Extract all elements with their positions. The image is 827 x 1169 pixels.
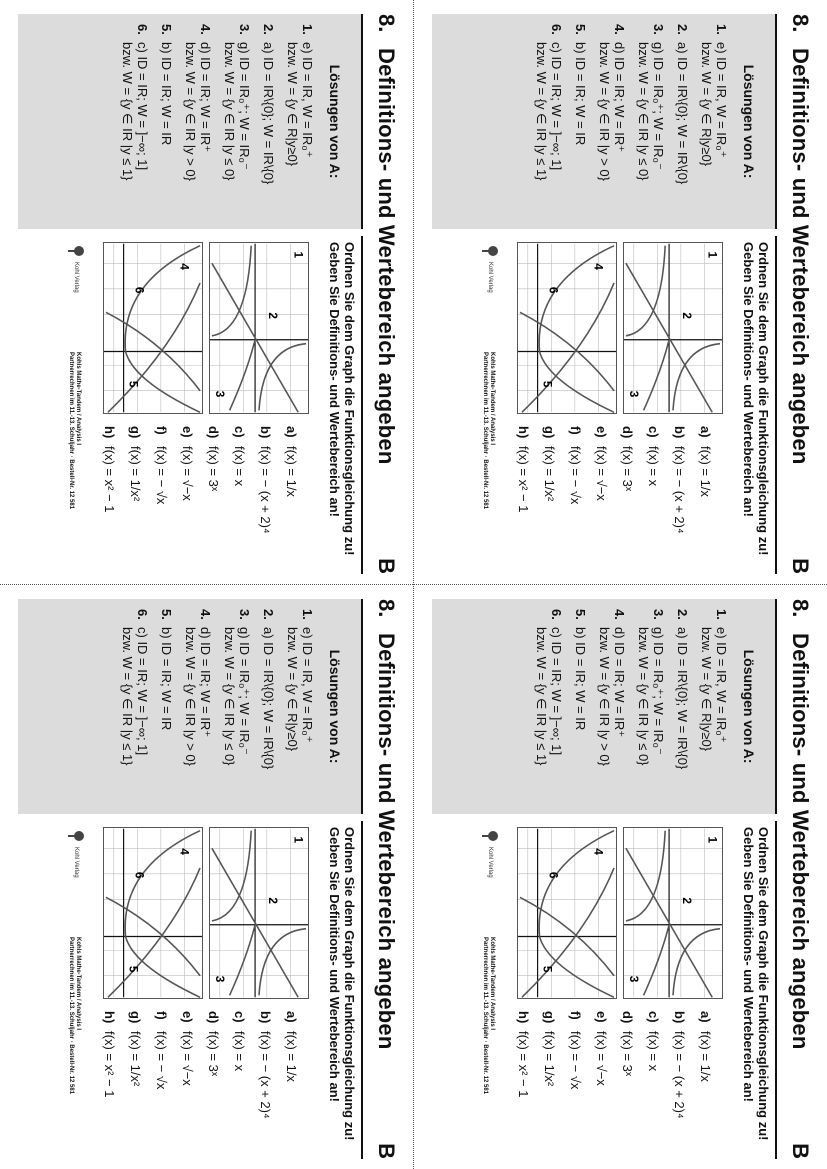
card-title: Definitions- und Wertebereich angeben [788, 48, 813, 465]
graph-label-5: 5 [540, 380, 554, 388]
publisher-info: Kohls Mathe-Tandem / Analysis I Partnerrechnen im 11.-13. Schuljahr · Bestell-Nr. 12 581 [68, 937, 81, 1095]
function-item: c) f(x) = x [646, 1011, 662, 1072]
function-list [511, 1011, 719, 1157]
function-item: h) f(x) = x² − 1 [102, 1011, 118, 1098]
worksheet-card [0, 585, 413, 1169]
publisher-info: Kohls Mathe-Tandem / Analysis I Partnerrechnen im 11.-13. Schuljahr · Bestell-Nr. 12 581 [482, 937, 495, 1095]
task-panel [16, 236, 363, 574]
task-instruction: Ordnen Sie dem Graph die Funktionsgleichung zu! Geben Sie Definitions- und Wertebereich an! [327, 827, 357, 1141]
worksheet-card [414, 0, 827, 584]
graph-bottom [517, 242, 617, 414]
solutions-title: Lösungen von A: [741, 64, 757, 179]
solution-item: 1. e) ID = IR, W = IR₀⁺ bzw. W = {y ∈ R|y≥0} [285, 609, 315, 752]
function-item: g) f(x) = 1/x² [128, 426, 144, 502]
function-item: c) f(x) = x [232, 426, 248, 487]
function-item: g) f(x) = 1/x² [542, 426, 558, 502]
solution-item: 3. g) ID = IR₀⁺; W = IR₀⁻ bzw. W = {y ∈ IR |y ≤ 0} [222, 24, 252, 181]
graph-top [209, 827, 309, 999]
solution-item: 2. a) ID = IR\{0}; W = IR\{0} [261, 24, 276, 185]
solutions-title: Lösungen von A: [741, 649, 757, 764]
graph-top-svg [624, 243, 722, 413]
graph-bottom-svg [104, 828, 202, 998]
solutions-title: Lösungen von A: [327, 64, 343, 179]
solution-item: 5. b) ID = IR; W = IR [573, 609, 588, 731]
function-item: a) f(x) = 1/x [698, 426, 714, 497]
function-item: b) f(x) = − (x + 2)⁴ [258, 426, 274, 534]
logo-text: Kohl Verlag [487, 847, 493, 878]
solution-item: 1. e) ID = IR, W = IR₀⁺ bzw. W = {y ∈ R|y≥0} [285, 24, 315, 167]
card-title: Definitions- und Wertebereich angeben [788, 633, 813, 1050]
solution-item: 5. b) ID = IR; W = IR [159, 24, 174, 146]
function-item: d) f(x) = 3ˣ [206, 426, 222, 492]
graph-label-5: 5 [126, 380, 140, 388]
solutions-list [120, 14, 315, 229]
card-slot-top-right [414, 0, 827, 584]
card-title: Definitions- und Wertebereich angeben [374, 48, 399, 465]
function-item: a) f(x) = 1/x [284, 426, 300, 497]
function-item: e) f(x) = √−x [594, 426, 610, 501]
function-item: h) f(x) = x² − 1 [516, 1011, 532, 1098]
solution-item: 1. e) ID = IR, W = IR₀⁺ bzw. W = {y ∈ R|y≥0} [699, 609, 729, 752]
function-item: e) f(x) = √−x [594, 1011, 610, 1086]
solution-item: 3. g) ID = IR₀⁺; W = IR₀⁻ bzw. W = {y ∈ IR |y ≤ 0} [222, 609, 252, 766]
solution-item: 2. a) ID = IR\{0}; W = IR\{0} [675, 24, 690, 185]
card-header [365, 599, 399, 1159]
logo-text: Kohl Verlag [487, 262, 493, 293]
solution-item: 5. b) ID = IR; W = IR [573, 24, 588, 146]
card-number: 8. [374, 14, 399, 33]
function-item: g) f(x) = 1/x² [542, 1011, 558, 1087]
graph-label-1: 1 [291, 251, 305, 259]
graph-label-4: 4 [177, 848, 191, 855]
card-slot-bottom-left [0, 585, 413, 1169]
solution-item: 5. b) ID = IR; W = IR [159, 609, 174, 731]
graph-bottom [103, 827, 203, 999]
solutions-list [534, 14, 729, 229]
logo-text: Kohl Verlag [73, 847, 79, 878]
graph-label-2: 2 [679, 312, 693, 319]
worksheet-card [0, 0, 413, 584]
graph-label-1: 1 [705, 836, 719, 844]
function-item: f) f(x) = − √x [568, 426, 584, 505]
card-slot-top-left [0, 0, 413, 584]
graph-label-6: 6 [132, 871, 146, 879]
graph-label-2: 2 [679, 897, 693, 904]
card-header [779, 599, 813, 1159]
graph-label-4: 4 [591, 263, 605, 270]
card-letter: B [374, 1143, 399, 1159]
function-item: b) f(x) = − (x + 2)⁴ [672, 1011, 688, 1119]
graph-bottom [103, 242, 203, 414]
function-item: c) f(x) = x [232, 1011, 248, 1072]
card-footer [437, 827, 507, 1153]
function-item: f) f(x) = − √x [154, 1011, 170, 1090]
graph-label-2: 2 [265, 312, 279, 319]
graph-label-5: 5 [540, 965, 554, 973]
graph-label-6: 6 [546, 871, 560, 879]
graph-label-3: 3 [626, 975, 640, 983]
publisher-info: Kohls Mathe-Tandem / Analysis I Partnerrechnen im 11.-13. Schuljahr · Bestell-Nr. 12 581 [482, 352, 495, 510]
card-footer [23, 242, 93, 568]
solution-item: 2. a) ID = IR\{0}; W = IR\{0} [261, 609, 276, 770]
task-instruction: Ordnen Sie dem Graph die Funktionsgleichung zu! Geben Sie Definitions- und Wertebereich an! [741, 827, 771, 1141]
tree-logo-icon [67, 242, 85, 260]
tree-logo-icon [481, 242, 499, 260]
task-panel [16, 821, 363, 1159]
function-item: a) f(x) = 1/x [698, 1011, 714, 1082]
graph-label-6: 6 [132, 286, 146, 294]
card-header [365, 14, 399, 574]
function-item: e) f(x) = √−x [180, 426, 196, 501]
solutions-list [120, 599, 315, 814]
card-header [779, 14, 813, 574]
graph-top-svg [210, 243, 308, 413]
task-panel [430, 236, 777, 574]
graph-label-4: 4 [591, 848, 605, 855]
function-item: e) f(x) = √−x [180, 1011, 196, 1086]
graph-top [623, 242, 723, 414]
graph-bottom-svg [518, 243, 616, 413]
function-item: b) f(x) = − (x + 2)⁴ [672, 426, 688, 534]
tree-logo-icon [481, 827, 499, 845]
function-item: d) f(x) = 3ˣ [206, 1011, 222, 1077]
card-letter: B [374, 558, 399, 574]
graph-top [209, 242, 309, 414]
card-number: 8. [788, 14, 813, 33]
publisher-info: Kohls Mathe-Tandem / Analysis I Partnerrechnen im 11.-13. Schuljahr · Bestell-Nr. 12 581 [68, 352, 81, 510]
graph-top [623, 827, 723, 999]
card-footer [437, 242, 507, 568]
graph-label-5: 5 [126, 965, 140, 973]
function-list [97, 1011, 305, 1157]
solution-item: 6. c) ID = IR; W = ]−∞; 1] bzw. W = {y ∈ IR |y ≤ 1} [120, 609, 150, 766]
function-item: c) f(x) = x [646, 426, 662, 487]
function-item: h) f(x) = x² − 1 [102, 426, 118, 513]
function-item: f) f(x) = − √x [154, 426, 170, 505]
worksheet-card [414, 585, 827, 1169]
graph-bottom-svg [518, 828, 616, 998]
solutions-panel [432, 14, 777, 229]
solutions-title: Lösungen von A: [327, 649, 343, 764]
graph-label-4: 4 [177, 263, 191, 270]
graph-label-1: 1 [291, 836, 305, 844]
solution-item: 3. g) ID = IR₀⁺; W = IR₀⁻ bzw. W = {y ∈ IR |y ≤ 0} [636, 24, 666, 181]
function-item: a) f(x) = 1/x [284, 1011, 300, 1082]
graph-label-3: 3 [212, 975, 226, 983]
graph-bottom-svg [104, 243, 202, 413]
graph-label-6: 6 [546, 286, 560, 294]
graph-label-1: 1 [705, 251, 719, 259]
card-number: 8. [374, 599, 399, 618]
function-item: d) f(x) = 3ˣ [620, 426, 636, 492]
function-list [97, 426, 305, 572]
solutions-list [534, 599, 729, 814]
solutions-panel [18, 14, 363, 229]
solution-item: 1. e) ID = IR, W = IR₀⁺ bzw. W = {y ∈ R|y≥0} [699, 24, 729, 167]
solution-item: 3. g) ID = IR₀⁺; W = IR₀⁻ bzw. W = {y ∈ IR |y ≤ 0} [636, 609, 666, 766]
function-list [511, 426, 719, 572]
graph-label-3: 3 [212, 390, 226, 398]
function-item: b) f(x) = − (x + 2)⁴ [258, 1011, 274, 1119]
solution-item: 4. d) ID = IR; W = IR⁺ bzw. W = {y ∈ IR |y > 0} [597, 24, 627, 181]
card-slot-bottom-right [414, 585, 827, 1169]
card-number: 8. [788, 599, 813, 618]
tree-logo-icon [67, 827, 85, 845]
graph-top-svg [624, 828, 722, 998]
solutions-panel [18, 599, 363, 814]
task-instruction: Ordnen Sie dem Graph die Funktionsgleichung zu! Geben Sie Definitions- und Wertebereich an! [327, 242, 357, 556]
card-letter: B [788, 558, 813, 574]
task-instruction: Ordnen Sie dem Graph die Funktionsgleichung zu! Geben Sie Definitions- und Wertebereich an! [741, 242, 771, 556]
solution-item: 2. a) ID = IR\{0}; W = IR\{0} [675, 609, 690, 770]
task-panel [430, 821, 777, 1159]
solution-item: 6. c) ID = IR; W = ]−∞; 1] bzw. W = {y ∈ IR |y ≤ 1} [120, 24, 150, 181]
solution-item: 4. d) ID = IR; W = IR⁺ bzw. W = {y ∈ IR |y > 0} [183, 24, 213, 181]
function-item: h) f(x) = x² − 1 [516, 426, 532, 513]
graph-top-svg [210, 828, 308, 998]
logo-text: Kohl Verlag [73, 262, 79, 293]
function-item: g) f(x) = 1/x² [128, 1011, 144, 1087]
graph-label-2: 2 [265, 897, 279, 904]
function-item: d) f(x) = 3ˣ [620, 1011, 636, 1077]
solution-item: 6. c) ID = IR; W = ]−∞; 1] bzw. W = {y ∈ IR |y ≤ 1} [534, 24, 564, 181]
solutions-panel [432, 599, 777, 814]
card-footer [23, 827, 93, 1153]
solution-item: 6. c) ID = IR; W = ]−∞; 1] bzw. W = {y ∈ IR |y ≤ 1} [534, 609, 564, 766]
solution-item: 4. d) ID = IR; W = IR⁺ bzw. W = {y ∈ IR |y > 0} [597, 609, 627, 766]
solution-item: 4. d) ID = IR; W = IR⁺ bzw. W = {y ∈ IR |y > 0} [183, 609, 213, 766]
graph-bottom [517, 827, 617, 999]
card-title: Definitions- und Wertebereich angeben [374, 633, 399, 1050]
graph-label-3: 3 [626, 390, 640, 398]
function-item: f) f(x) = − √x [568, 1011, 584, 1090]
card-letter: B [788, 1143, 813, 1159]
